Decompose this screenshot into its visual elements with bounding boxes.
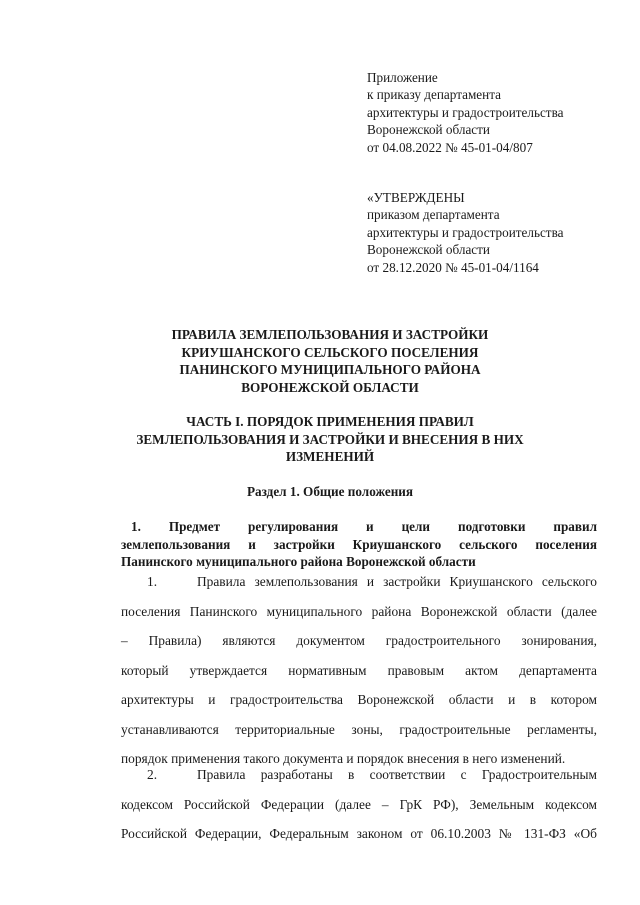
document-title-line: КРИУШАНСКОГО СЕЛЬСКОГО ПОСЕЛЕНИЯ: [181, 344, 479, 360]
paragraph-first-line: [121, 567, 597, 597]
paragraph-line-text: Правила разработаны в соответствии с Градостроительным: [197, 767, 597, 782]
document-title-line: ПАНИНСКОГО МУНИЦИПАЛЬНОГО РАЙОНА: [179, 362, 481, 378]
approved-line: архитектуры и градостроительства: [367, 224, 564, 240]
paragraph-line: Российской Федерации, Федеральным законом от 06.10.2003 № 131-ФЗ «Об: [121, 826, 597, 841]
paragraph-number: 2.: [147, 767, 158, 782]
appendix-line: Приложение: [367, 70, 438, 85]
paragraph-line: кодексом Российской Федерации (далее – ГрК РФ), Земельным кодексом: [121, 796, 597, 812]
paragraph-number: 1.: [147, 574, 158, 589]
appendix-line: архитектуры и градостроительства: [367, 104, 564, 120]
paragraph-line: порядок применения такого документа и порядок внесения в него изменений.: [121, 751, 566, 766]
approved-line: Воронежской области: [367, 242, 490, 258]
approved-line: приказом департамента: [367, 207, 500, 223]
approved-line: «УТВЕРЖДЕНЫ: [367, 190, 465, 205]
paragraph-1: [121, 567, 597, 774]
paragraph-line: который утверждается нормативным правовым актом департамента: [121, 662, 597, 678]
appendix-line: к приказу департамента: [367, 87, 501, 103]
paragraph-line: устанавливаются территориальные зоны, градостроительные регламенты,: [121, 721, 597, 737]
approved-header: [367, 189, 617, 276]
approved-line: от 28.12.2020 № 45-01-04/1164: [367, 259, 539, 275]
paragraph-first-line: [121, 760, 597, 790]
part-title: [90, 413, 570, 466]
section-title: [90, 483, 570, 501]
appendix-line: от 04.08.2022 № 45-01-04/807: [367, 139, 533, 155]
part-title-line: ИЗМЕНЕНИЙ: [285, 449, 375, 465]
paragraph-line: – Правила) являются документом градостроительного зонирования,: [121, 633, 597, 648]
paragraph-line: поселения Панинского муниципального района Воронежской области (далее: [121, 603, 597, 619]
article-heading: [121, 518, 597, 571]
section-title-text: Раздел 1. Общие положения: [246, 484, 414, 499]
part-title-line: ЗЕМЛЕПОЛЬЗОВАНИЯ И ЗАСТРОЙКИ И ВНЕСЕНИЯ В НИХ: [136, 431, 524, 447]
part-title-line: ЧАСТЬ I. ПОРЯДОК ПРИМЕНЕНИЯ ПРАВИЛ: [186, 414, 474, 429]
paragraph-line-text: Правила землепользования и застройки Криушанского сельского: [197, 574, 597, 589]
appendix-line: Воронежской области: [367, 122, 490, 138]
article-heading-line: землепользования и застройки Криушанского сельского поселения: [121, 536, 597, 552]
appendix-header: [367, 69, 617, 156]
document-title-line: ПРАВИЛА ЗЕМЛЕПОЛЬЗОВАНИЯ И ЗАСТРОЙКИ: [171, 327, 489, 342]
article-heading-line: Панинского муниципального района Воронежской области: [121, 554, 476, 570]
document-title: [90, 326, 570, 396]
paragraph-2: [121, 760, 597, 849]
paragraph-line: архитектуры и градостроительства Воронежской области и в котором: [121, 692, 597, 707]
document-title-line: ВОРОНЕЖСКОЙ ОБЛАСТИ: [241, 379, 419, 395]
article-heading-line: 1. Предмет регулирования и цели подготовки правил: [131, 519, 597, 534]
